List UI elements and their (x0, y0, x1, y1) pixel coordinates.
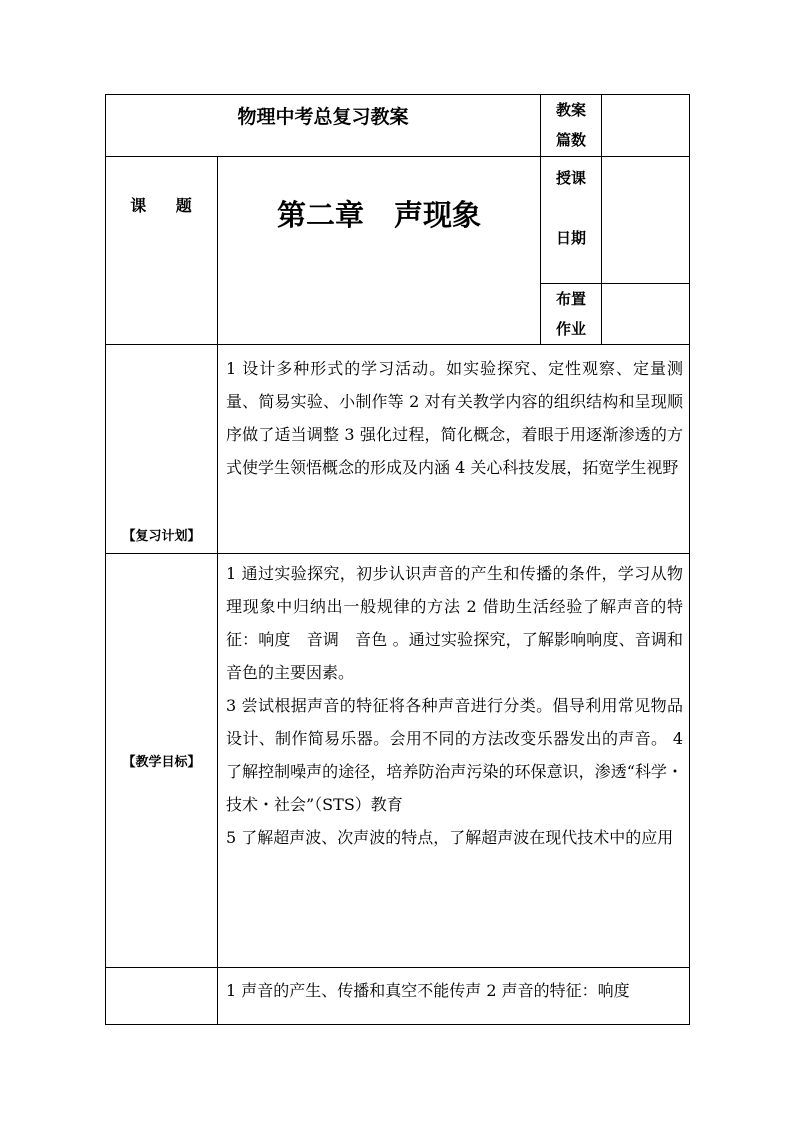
teach-date-value (602, 157, 690, 284)
teaching-goal-label: 【教学目标】 (106, 554, 218, 968)
key-points-text: 1 声音的产生、传播和真空不能传声 2 声音的特征：响度 (218, 968, 690, 1025)
document-title: 物理中考总复习教案 (106, 95, 541, 157)
review-plan-row (106, 345, 690, 554)
teaching-goal-row (106, 554, 690, 968)
header-row (106, 95, 690, 157)
goal-paragraph: 1 通过实验探究，初步认识声音的产生和传播的条件，学习从物理现象中归纳出一般规律的方法 2 借助生活经验了解声音的特征：响度 音调 音色 。通过实验探究，了解影响响度、音调和音色的主要因素。 (226, 564, 684, 682)
review-plan-label: 【复习计划】 (106, 345, 218, 554)
topic-row-top (106, 157, 690, 284)
chapter-title: 第二章 声现象 (218, 157, 541, 345)
teaching-goal-text (218, 554, 690, 968)
key-points-label (106, 968, 218, 1025)
teach-date-label: 授课 日期 (541, 157, 602, 284)
lesson-plan-table (105, 94, 690, 1025)
homework-label: 布置 作业 (541, 284, 602, 345)
review-plan-text: 1 设计多种形式的学习活动。如实验探究、定性观察、定量测量、简易实验、小制作等 2 对有关教学内容的组织结构和呈现顺序做了适当调整 3 强化过程，简化概念，着眼于用逐渐渗透的方式使学生领悟概念的形成及内涵 4 关心科技发展，拓宽学生视野 (218, 345, 690, 554)
goal-paragraph: 3 尝试根据声音的特征将各种声音进行分类。倡导利用常见物品设计、制作简易乐器。会用不同的方法改变乐器发出的声音。 4 了解控制噪声的途径，培养防治声污染的环保意识，渗透“科学・技术・社会”（STS）教育 (226, 696, 684, 814)
lesson-count-label: 教案 篇数 (541, 95, 602, 157)
goal-paragraph: 5 了解超声波、次声波的特点，了解超声波在现代技术中的应用 (226, 828, 674, 847)
homework-value (602, 284, 690, 345)
key-points-row (106, 968, 690, 1025)
topic-label: 课 题 (106, 157, 218, 345)
lesson-count-value (602, 95, 690, 157)
